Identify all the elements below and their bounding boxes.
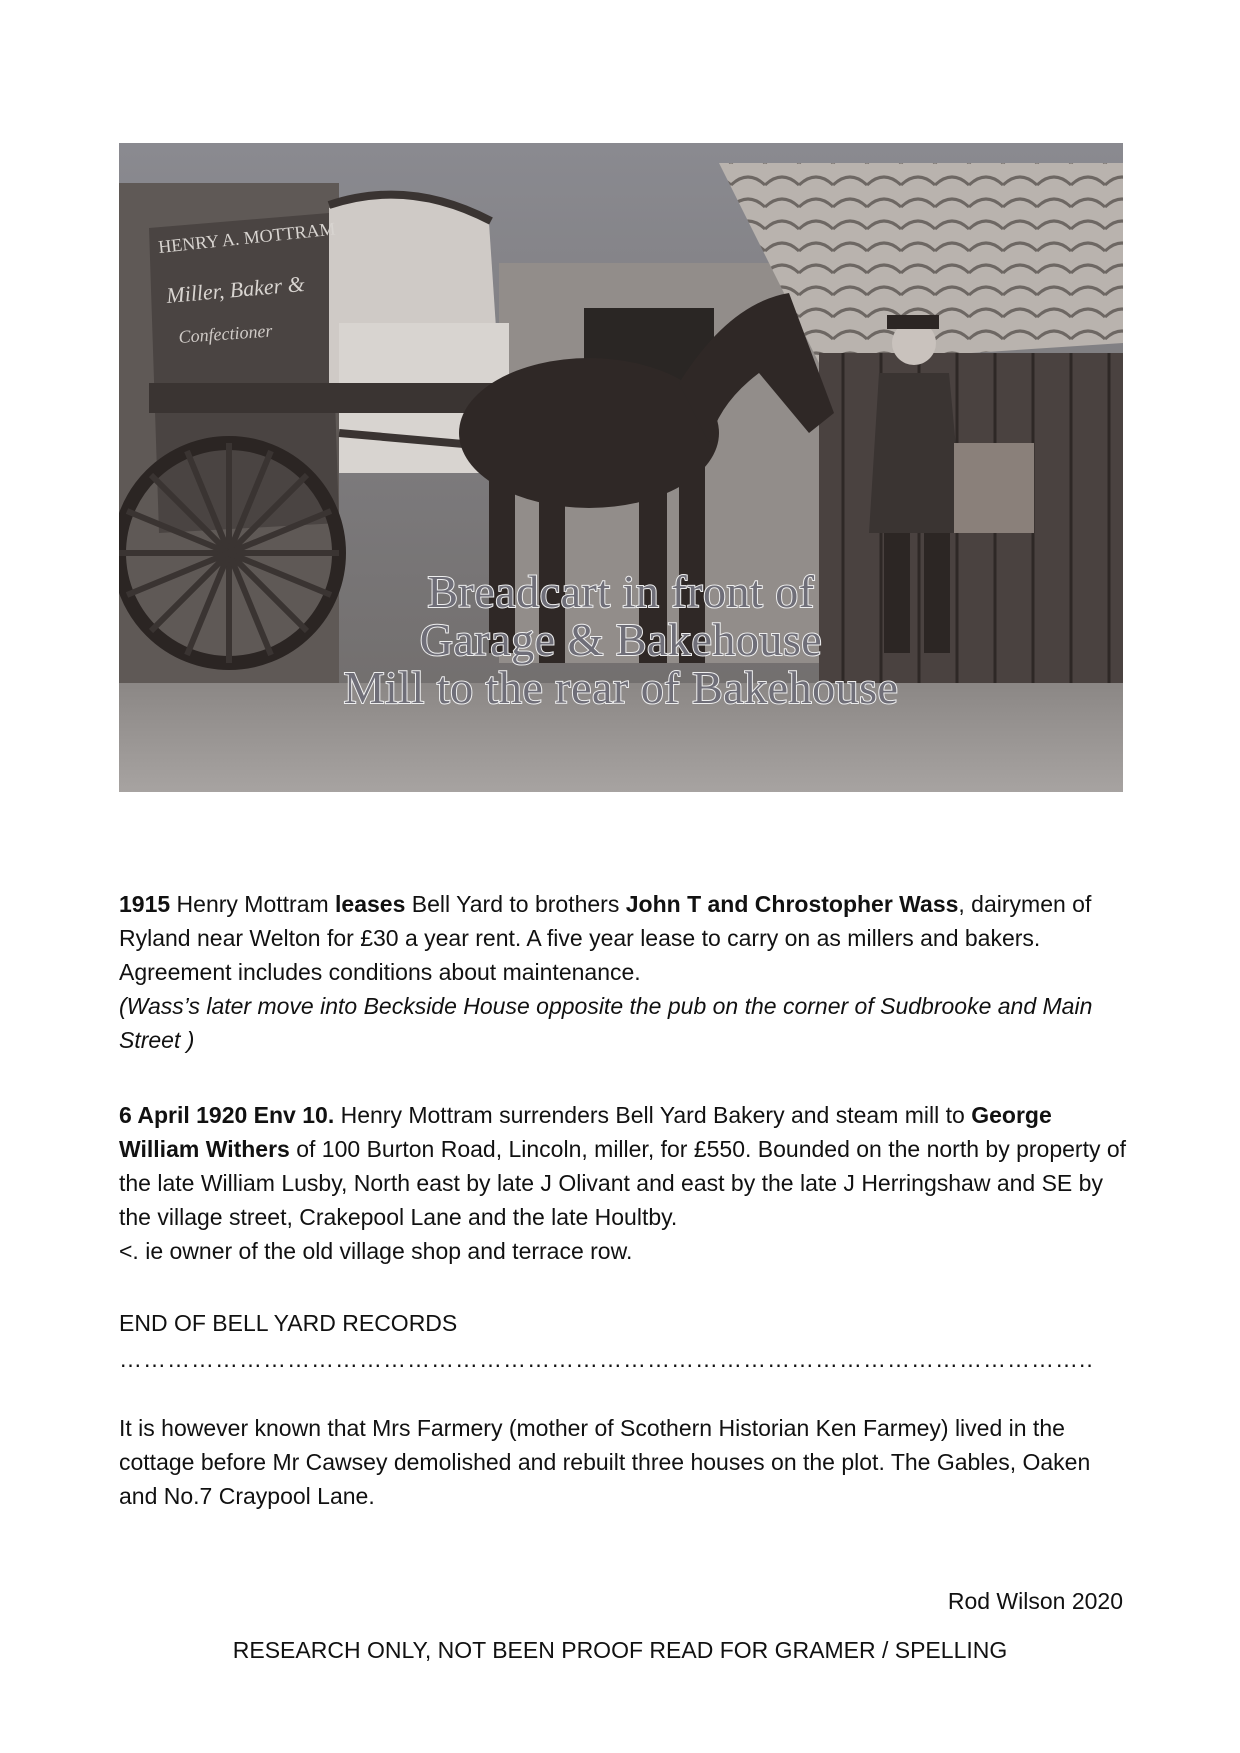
- paragraph-1920: [119, 1098, 1129, 1268]
- dotted-divider: …………………………………………………………………………………………………………..: [119, 1346, 1094, 1372]
- wass-brothers: John T and Chrostopher Wass: [625, 891, 959, 917]
- breadcart-photo: [119, 143, 1123, 792]
- text-span: Henry Mottram surrenders Bell Yard Bakery and steam mill to: [334, 1102, 972, 1128]
- photo-caption: [119, 568, 1123, 712]
- text-span: , dairymen of Ryland near Welton for £30 a year rent. A five year lease to carry on as millers and bakers. Agreement includes conditions about maintenance.: [119, 891, 1092, 985]
- date-1920: 6 April 1920 Env 10.: [119, 1102, 335, 1128]
- end-title: END OF BELL YARD RECORDS: [119, 1310, 458, 1336]
- wass-note: (Wass’s later move into Beckside House opposite the pub on the corner of Sudbrooke and Main Street ): [119, 993, 1093, 1053]
- shop-note: <. ie owner of the old village shop and terrace row.: [119, 1238, 633, 1264]
- text-span: of 100 Burton Road, Lincoln, miller, for £550. Bounded on the north by property of the late William Lusby, North east by late J Olivant and east by the late J Herringshaw and SE by the village street, Crakepool Lane and the late Houltby.: [119, 1136, 1127, 1230]
- signature: Rod Wilson 2020: [947, 1588, 1123, 1614]
- caption-line-2: Garage & Bakehouse: [419, 614, 823, 665]
- text-span: Henry Mottram: [170, 891, 336, 917]
- text-span: Bell Yard to brothers: [405, 891, 626, 917]
- paragraph-1915-body: [119, 887, 1129, 989]
- cart-sign-line-3: Confectioner: [177, 320, 274, 347]
- cart-sign-line-1: HENRY A. MOTTRAM: [157, 218, 337, 257]
- withers-name: George William Withers: [119, 1102, 1052, 1162]
- paragraph-1920-body: [119, 1098, 1129, 1234]
- paragraph-1915: [119, 887, 1129, 1057]
- caption-line-3: Mill to the rear of Bakehouse: [343, 662, 899, 713]
- cart-sign-line-2: Miller, Baker &: [165, 270, 306, 308]
- footer-disclaimer: RESEARCH ONLY, NOT BEEN PROOF READ FOR GRAMER / SPELLING: [232, 1637, 1008, 1663]
- leases-bold: leases: [335, 891, 406, 917]
- paragraph-farmery: It is however known that Mrs Farmery (mother of Scothern Historian Ken Farmey) lived in the cottage before Mr Cawsey demolished and rebuilt three houses on the plot. The Gables, Oaken and No.7 Craypool Lane.: [119, 1415, 1091, 1509]
- year-1915: 1915: [119, 891, 171, 917]
- caption-line-1: Breadcart in front of: [427, 566, 815, 617]
